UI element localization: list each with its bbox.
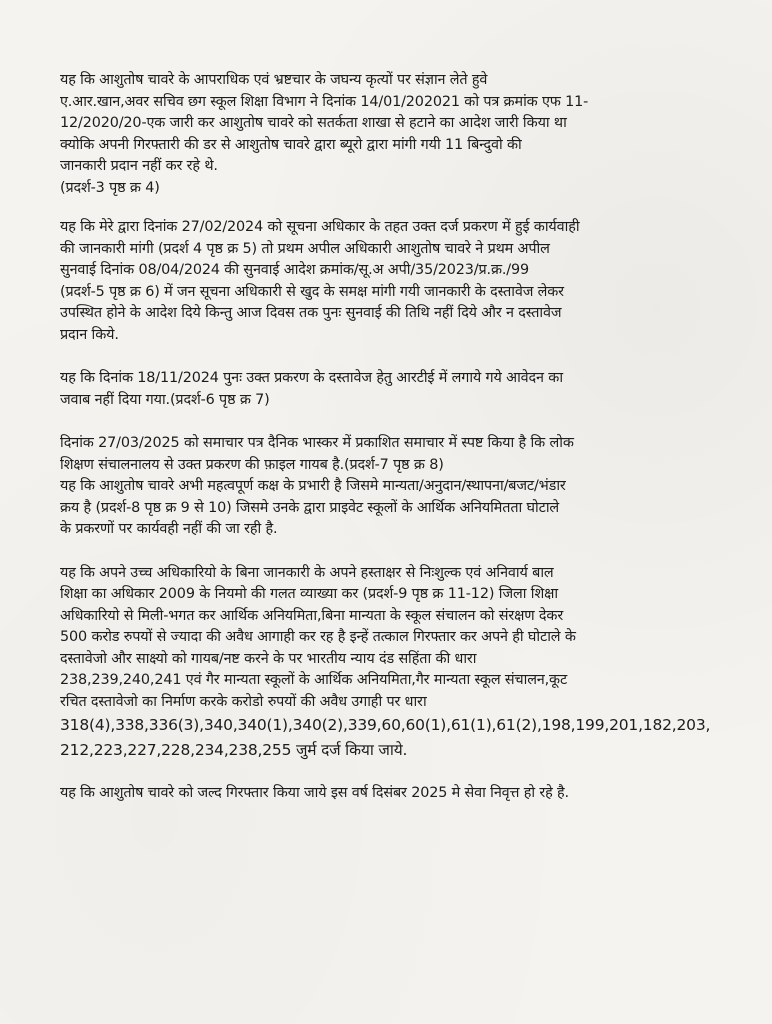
text-line: 238,239,240,241 एवं गैर मान्यता स्कूलों के आर्थिक अनियमिता,गैर मान्यता स्कूल संचालन,कूट bbox=[60, 672, 568, 688]
section-numbers-line: 212,223,227,228,234,238,255 जुर्म दर्ज किया जाये. bbox=[60, 741, 408, 759]
text-line: 500 करोड रुपयों से ज्यादा की अवैध आगाही कर रह है इन्हें तत्काल गिरफ्तार कर अपने ही घोटाले के bbox=[60, 629, 576, 645]
paragraph-1 bbox=[60, 70, 720, 199]
text-line: सुनवाई दिनांक 08/04/2024 की सुनवाई आदेश क्रमांक/सू.अ अपी/35/2023/प्र.क्र./99 bbox=[60, 262, 529, 278]
text-line: (प्रदर्श-5 पृष्ठ क्र 6) में जन सूचना अधिकारी से खुद के समक्ष मांगी गयी जानकारी के दस्तावेज लेकर bbox=[60, 283, 564, 300]
text-line: क्योकि अपनी गिरफ्तारी की डर से आशुतोष चावरे द्वारा ब्यूरो द्वारा मांगी गयी 11 बिन्दुवो की bbox=[60, 136, 522, 153]
text-line: दस्तावेजो और साक्ष्यो को गायब/नष्ट करने के पर भारतीय न्याय दंड सहिंता की धारा bbox=[60, 650, 477, 667]
text-line: जवाब नहीं दिया गया.(प्रदर्श-6 पृष्ठ क्र 7) bbox=[60, 391, 270, 408]
document-body bbox=[60, 70, 720, 829]
text-line: ए.आर.खान,अवर सचिव छग स्कूल शिक्षा विभाग ने दिनांक 14/01/202021 को पत्र क्रमांक एफ 11- bbox=[60, 93, 589, 110]
text-line: यह कि मेरे द्वारा दिनांक 27/02/2024 को सूचना अधिकार के तहत उक्त दर्ज प्रकरण में हुई कार्यवाही bbox=[60, 219, 580, 235]
text-line: यह कि अपने उच्च अधिकारियो के बिना जानकारी के अपने हस्ताक्षर से निःशुल्क एवं अनिवार्य बाल bbox=[60, 564, 554, 581]
paragraph-4 bbox=[60, 433, 720, 541]
text-line: दिनांक 27/03/2025 को समाचार पत्र दैनिक भास्कर में प्रकाशित समाचार में स्पष्ट किया है कि लोक bbox=[60, 435, 574, 451]
text-line: की जानकारी मांगी (प्रदर्श 4 पृष्ठ क्र 5) तो प्रथम अपील अधिकारी आशुतोष चावरे ने प्रथम अपील bbox=[60, 240, 550, 257]
text-line: जानकारी प्रदान नहीं कर रहे थे. bbox=[60, 158, 218, 174]
exhibit-reference: (प्रदर्श-3 पृष्ठ क्र 4) bbox=[60, 179, 160, 196]
paragraph-3 bbox=[60, 368, 720, 411]
section-numbers-line: 318(4),338,336(3),340,340(1),340(2),339,60,60(1),61(1),61(2),198,199,201,182,203, bbox=[60, 716, 711, 734]
text-line: 12/2020/20-एक जारी कर आशुतोष चावरे को सतर्कता शाखा से हटाने का आदेश जारी किया था bbox=[60, 115, 567, 131]
text-line: यह कि दिनांक 18/11/2024 पुनः उक्त प्रकरण के दस्तावेज हेतु आरटीई में लगाये गये आवेदन का bbox=[60, 370, 563, 386]
text-line: अधिकारियो से मिली-भगत कर आर्थिक अनियमिता,बिना मान्यता के स्कूल संचालन को संरक्षण देकर bbox=[60, 607, 564, 624]
text-line: उपस्थित होने के आदेश दिये किन्तु आज दिवस तक पुनः सुनवाई की तिथि नहीं दिये और न दस्तावेज bbox=[60, 305, 562, 321]
paragraph-5 bbox=[60, 563, 720, 764]
text-line: शिक्षा का अधिकार 2009 के नियमो की गलत व्याख्या कर (प्रदर्श-9 पृष्ठ क्र 11-12) जिला शिक्षा bbox=[60, 586, 558, 602]
text-line: यह कि आशुतोष चावरे को जल्द गिरफ्तार किया जाये इस वर्ष दिसंबर 2025 मे सेवा निवृत्त हो रहे है. bbox=[60, 785, 569, 801]
text-line: के प्रकरणों पर कार्यवही नहीं की जा रही है. bbox=[60, 521, 278, 537]
text-line: यह कि आशुतोष चावरे के आपराधिक एवं भ्रष्टचार के जघन्य कृत्यों पर संज्ञान लेते हुवे bbox=[60, 72, 488, 88]
text-line: रचित दस्तावेजो का निर्माण करके करोडो रुपयों की अवैध उगाही पर धारा bbox=[60, 693, 427, 710]
paragraph-2 bbox=[60, 217, 720, 346]
text-line: प्रदान किये. bbox=[60, 326, 119, 343]
text-line: यह कि आशुतोष चावरे अभी महत्वपूर्ण कक्ष के प्रभारी है जिसमे मान्यता/अनुदान/स्थापना/बजट/भंडार bbox=[60, 478, 566, 494]
text-line: शिक्षण संचालनालय से उक्त प्रकरण की फ़ाइल गायब है.(प्रदर्श-7 पृष्ठ क्र 8) bbox=[60, 456, 444, 473]
paragraph-6 bbox=[60, 783, 720, 805]
text-line: क्रय है (प्रदर्श-8 पृष्ठ क्र 9 से 10) जिसमे उनके द्वारा प्राइवेट स्कूलों के आर्थिक अनियमितता घोटाले bbox=[60, 499, 560, 516]
